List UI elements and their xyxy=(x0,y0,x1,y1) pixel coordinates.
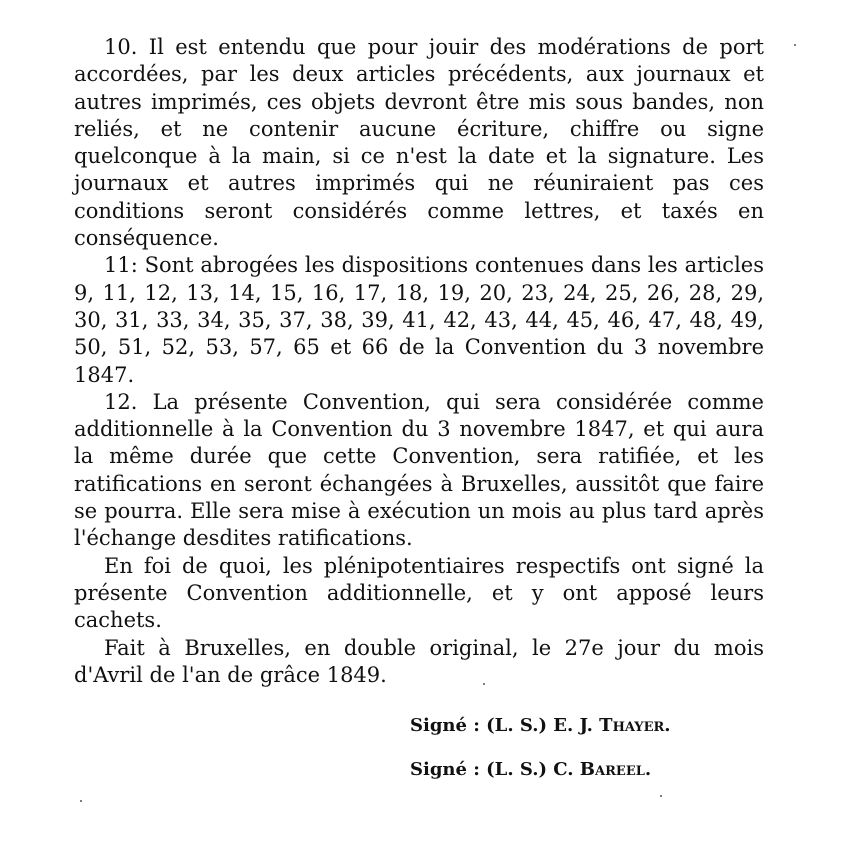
signature-line-1 xyxy=(410,704,671,748)
paper-speck xyxy=(483,683,485,685)
signature-block xyxy=(410,704,671,792)
date-paragraph: Fait à Bruxelles, en double original, le 27e jour du mois d'Avril de l'an de grâce 1849. xyxy=(74,635,764,687)
paper-speck xyxy=(80,800,82,802)
article-10-paragraph: 10. Il est entendu que pour jouir des modérations de port accordées, par les deux articles précédents, aux journaux et autres imprimés, ces objets devront être mis sous bandes, non reliés, et ne contenir aucune écriture, chiffre ou signe quelconque à la main, si ce n'est la date et la signature. Les journaux et autres imprimés qui ne réuniraient pas ces conditions seront considérés comme lettres, et taxés en conséquence. xyxy=(74,35,764,251)
signatory-name: E. J. Thayer. xyxy=(553,715,671,736)
body-text xyxy=(74,34,764,689)
paper-speck xyxy=(660,795,662,797)
signature-line-2 xyxy=(410,748,671,792)
article-11-paragraph: 11: Sont abrogées les dispositions contenues dans les articles 9, 11, 12, 13, 14, 15, 16, 17, 18, 19, 20, 23, 24, 25, 26, 28, 29, 30, 31, 33, 34, 35, 37, 38, 39, 41, 42, 43, 44, 45, 46, 47, 48, 49, 50, 51, 52, 53, 57, 65 et 66 de la Convention du 3 novembre 1847. xyxy=(74,253,764,387)
signature-prefix: Signé : (L. S.) xyxy=(410,715,554,736)
article-12-paragraph: 12. La présente Convention, qui sera considérée comme additionnelle à la Convention du 3 novembre 1847, et qui aura la même durée que cette Convention, sera ratifiée, et les ratifications en seront échangées à Bruxelles, aussitôt que faire se pourra. Elle sera mise à exécution un mois au plus tard après l'échange desdites ratifications. xyxy=(74,389,764,551)
signature-prefix: Signé : (L. S.) xyxy=(410,759,554,780)
signatory-name: C. Bareel. xyxy=(553,759,652,780)
paper-speck xyxy=(794,44,796,46)
attestation-paragraph: En foi de quoi, les plénipotentiaires respectifs ont signé la présente Convention additionnelle, et y ont apposé leurs cachets. xyxy=(74,553,764,633)
